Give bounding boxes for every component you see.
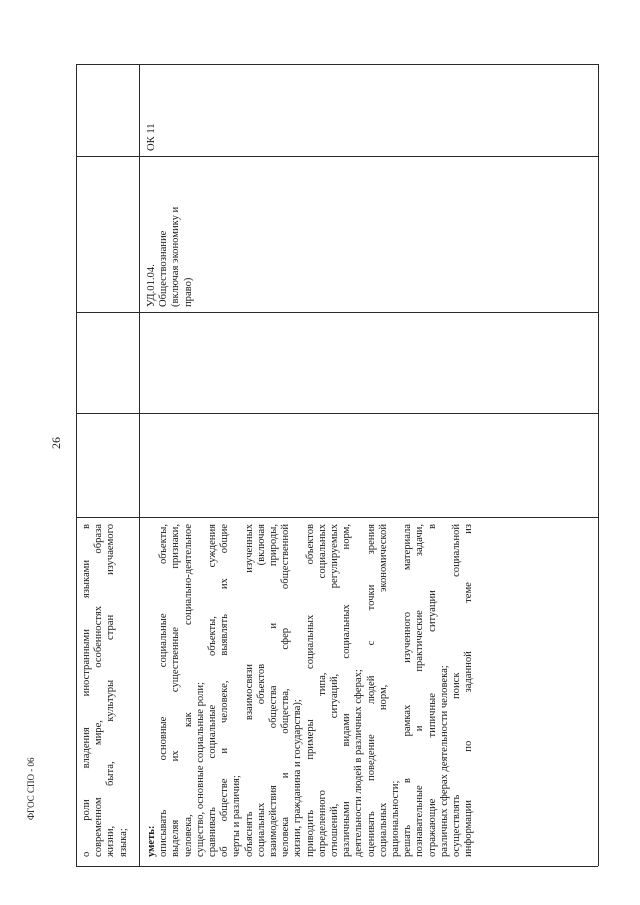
content-line: языка;: [117, 828, 129, 857]
discipline-note: (включая экономику и: [170, 206, 182, 307]
content-line: взаимодействия общества и природы,: [268, 524, 280, 857]
content-line: оценивать поведение людей с точки зрения: [365, 524, 377, 857]
content-line: современном мире, особенностях образа: [93, 524, 105, 857]
content-line: осуществлять поиск социальной: [451, 524, 463, 857]
content-line: человека и общества, сфер общественной: [280, 524, 292, 857]
content-line: социальных объектов (включая: [255, 524, 267, 857]
column-divider: [76, 156, 598, 157]
content-line: различных сферах деятельности человека;: [438, 665, 450, 857]
content-line: различными видами социальных норм,: [341, 524, 353, 857]
discipline-code: УД.01.04.: [146, 264, 157, 307]
content-line: приводить примеры социальных объектов: [304, 524, 316, 857]
table-row-divider: [139, 64, 140, 866]
footer-code: ФГОС СПО - 06: [26, 757, 36, 820]
competency-code: ОК 11: [146, 123, 157, 151]
content-line: информации по заданной теме из: [463, 524, 475, 857]
content-line: объяснять взаимосвязи изученных: [243, 524, 255, 857]
content-line: выделяя их существенные признаки,: [170, 524, 182, 857]
content-line: отражающие типичные ситуации в: [426, 524, 438, 857]
page-number: 26: [49, 437, 63, 449]
content-line: сравнивать социальные объекты, суждения: [207, 524, 219, 857]
content-line: черты и различия;: [231, 775, 243, 857]
content-line: жизни, гражданина и государства);: [292, 699, 304, 857]
row1-content: [81, 524, 130, 857]
column-divider: [76, 517, 598, 518]
skills-heading: уметь:: [146, 825, 157, 857]
content-line: человека, как социально-деятельное: [182, 524, 194, 857]
competency-cell: [146, 123, 158, 151]
content-line: определенного типа, социальных: [316, 524, 328, 857]
content-line: решать в рамках изученного материала: [402, 524, 414, 857]
column-divider: [76, 413, 598, 414]
content-line: жизни, быта, культуры стран изучаемого: [105, 524, 117, 857]
content-line: социальных норм, экономической: [377, 524, 389, 857]
content-line: существо, основные социальные роли;: [194, 682, 206, 857]
discipline-note: право): [182, 277, 194, 307]
table-border-left: [76, 64, 77, 866]
content-line: рациональности;: [390, 780, 402, 857]
row2-content: [146, 524, 475, 857]
content-line: о роли владения иностранными языками в: [81, 524, 92, 857]
column-divider: [76, 312, 598, 313]
discipline-name: Обществознание: [158, 230, 170, 307]
table-border-right: [598, 64, 599, 866]
content-line: деятельности людей в различных сферах;: [353, 669, 365, 857]
content-line: об обществе и человеке, выявлять их общие: [219, 524, 231, 857]
discipline-cell: [146, 207, 195, 307]
content-line: познавательные и практические задачи,: [414, 524, 426, 857]
content-line: описывать основные социальные объекты,: [158, 524, 170, 857]
table-border-top: [76, 64, 598, 65]
content-line: отношений, ситуаций, регулируемых: [329, 524, 341, 857]
table-border-bottom: [76, 866, 598, 867]
